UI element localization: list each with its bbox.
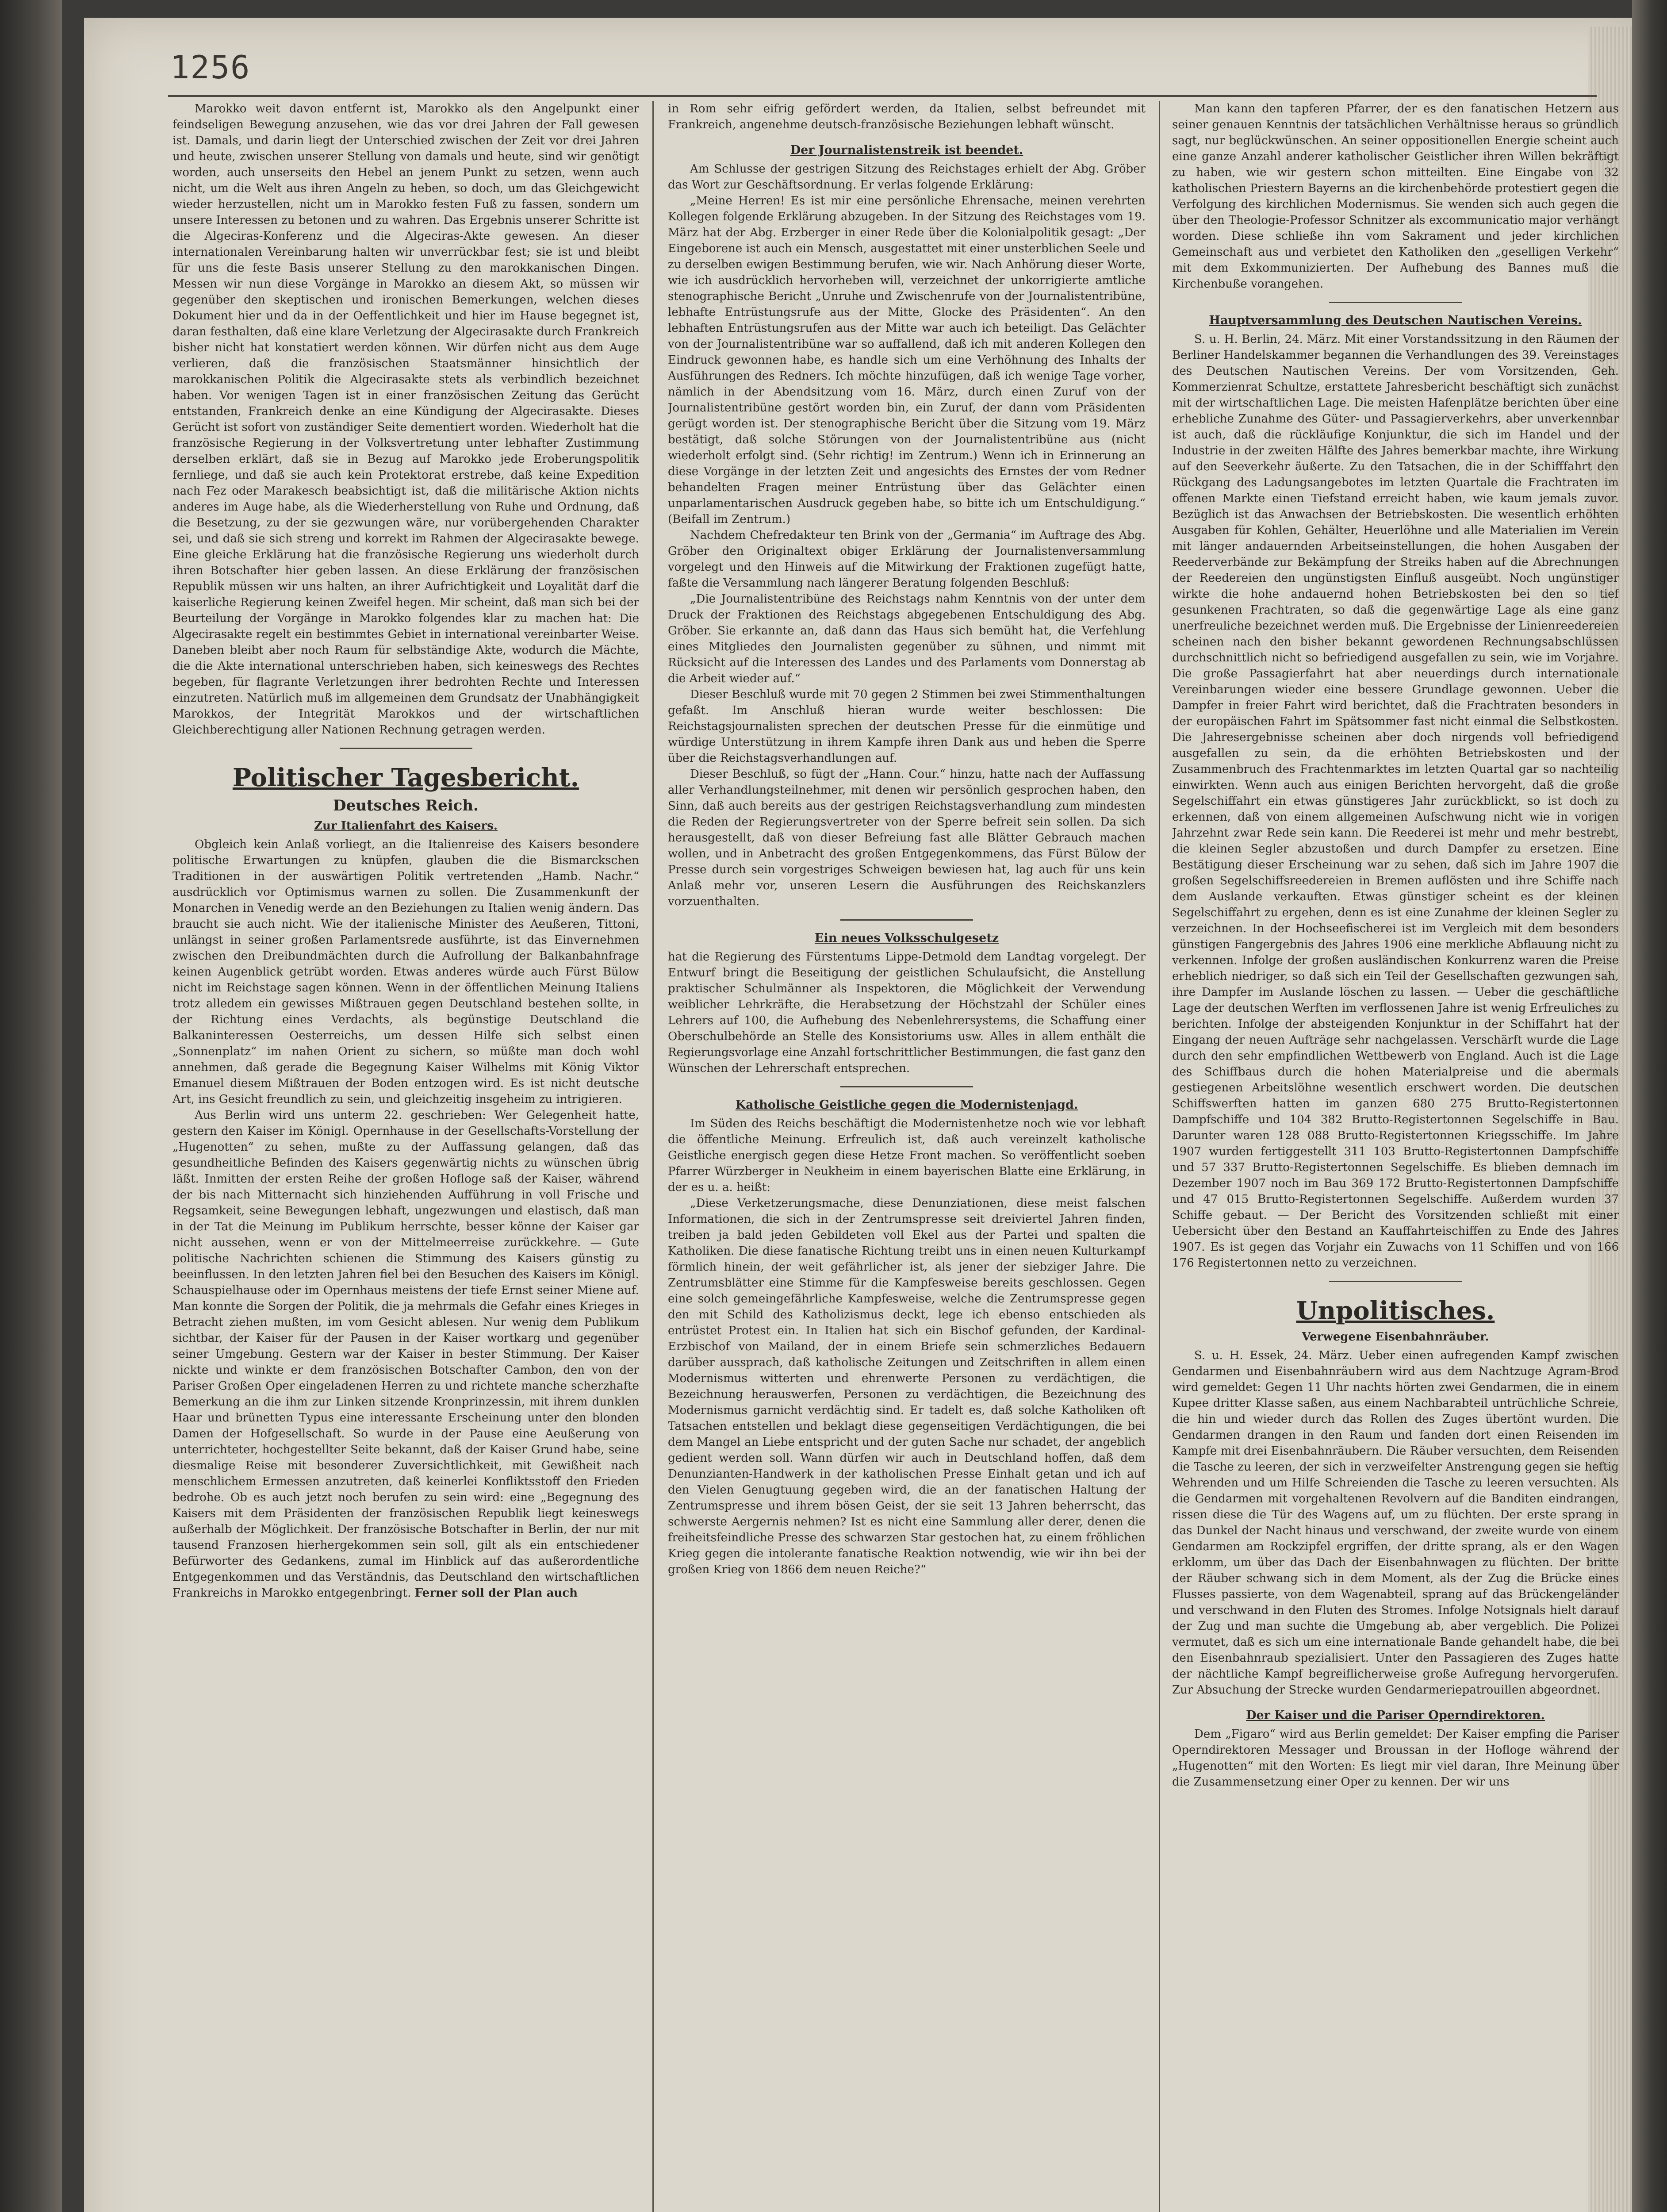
article-heading: Hauptversammlung des Deutschen Nautischen Vereins. [1209,314,1582,327]
article-text: Dem „Figaro“ wird aus Berlin gemeldet: Der Kaiser empfing die Pariser Operndirektoren Messager und Broussan in der Hofloge während der „Hugenotten“ mit den Worten: Es liegt mir viel daran, Ihre Meinung über die Zusammensetzung einer Oper zu kennen. Der wir uns [1172,1728,1619,1789]
article-text: in Rom sehr eifrig gefördert werden, da Italien, selbst befreundet mit Frankreich, angenehme deutsch-französische Beziehungen lebhaft wünscht. [668,102,1146,131]
article-heading: Zur Italienfahrt des Kaisers. [314,819,498,833]
article-heading: Der Kaiser und die Pariser Operndirektoren. [1246,1709,1545,1722]
section-title: Politischer Tagesbericht. [232,763,579,792]
separator-rule [1329,1281,1462,1282]
section-title: Unpolitisches. [1296,1296,1495,1325]
separator-rule [1329,302,1462,303]
article-text: Man kann den tapferen Pfarrer, der es den fanatischen Hetzern aus seiner genauen Kenntnis der tatsächlichen Verhältnisse heraus so gründlich sagt, nur beglückwünschen. An seiner oppositionellen Energie scheint auch eine ganze Anzahl anderer katholischer Geistlicher ihren Willen bekräftigt zu haben, wie wir gestern schon mitteilten. Eine Eingabe von 32 katholischen Priestern Bayerns an die kirchenbehörde protestiert gegen die Verfolgung des kirchlichen Modernismus. Sie wenden sich auch gegen die über den Theologie-Professor Schnitzer als excommunicatio major verhängt worden. Diese schließe ihn vom Sakrament und jeder kirchlichen Gemeinschaft aus und verbietet den Katholiken den „geselligen Verkehr“ mit dem Exkommunizierten. Der Aufhebung des Bannes muß die Kirchenbuße vorangehen. [1172,102,1619,291]
article-text-body: Aus Berlin wird uns unterm 22. geschrieben: Wer Gelegenheit hatte, gestern den Kaiser im Königl. Opernhause in der Gesellschafts-Vorstellung der „Hugenotten“ zu sehen, mußte zu der Auffassung gelangen, daß das gesundheitliche Befinden des Kaisers gegenwärtig nichts zu wünschen übrig läßt. Inmitten der ersten Reihe der großen Hofloge saß der Kaiser, während der bis nach Mitternacht sich hinziehenden Aufführung in voll Frische und Regsamkeit, seine Bewegungen lebhaft, ungezwungen und elastisch, daß man in der Tat die Meinung im Publikum herrschte, besser könne der Kaiser gar nicht aussehen, wenn er von der Mittelmeerreise zurückkehre. — Gute politische Nachrichten schienen die Stimmung des Kaisers günstig zu beeinflussen. In den letzten Jahren fiel bei den Besuchen des Kaisers im Königl. Schauspielhause oder im Opernhaus meistens der tiefe Ernst seiner Miene auf. Man konnte die Sorgen der Politik, die ja mehrmals die Gefahr eines Krieges in Betracht ziehen mußten, im vom Gesicht ablesen. Nur wenig dem Publikum sichtbar, der Kaiser für der Pausen in der Kaiser wortkarg und gegenüber seiner Umgebung. Gestern war der Kaiser in bester Stimmung. Der Kaiser nickte und winkte er dem französischen Botschafter Cambon, den von der Pariser Großen Oper eingeladenen Herren zu und richtete manche scherzhafte Bemerkung an die ihm zur Linken sitzende Kronprinzessin, mit ihrem dunklen Haar und brünetten Typus eine interessante Erscheinung unter den blonden Damen der Hofgesellschaft. So wurde in der Pause eine Aeußerung von unterrichteter, hochgestellter Seite bekannt, daß der Kaiser Grund habe, seine diesmalige Reise mit besonderer Zuversichtlichkeit, mit Gewißheit nach menschlichem Ermessen anzutreten, daß keinerlei Konfliktsstoff den Frieden bedrohe. Ob es auch jetzt noch berufen zu sein wird: eine „Begegnung des Kaisers mit dem Präsidenten der französischen Republik liegt keineswegs außerhalb der Möglichkeit. Der französische Botschafter in Berlin, der nur mit tausend Franzosen hierhergekommen sein soll, gilt als ein entschiedener Befürworter des Gedankens, zumal im Hinblick auf das außerordentliche Entgegenkommen und das Verständnis, das Deutschland den wirtschaftlichen Frankreichs in Marokko entgegenbringt. [172,1109,639,1600]
article-text: Nachdem Chefredakteur ten Brink von der „Germania“ im Auftrage des Abg. Gröber den Originaltext obiger Erklärung der Journalistenversammlung vorgelegt und den Hinweis auf die Mitwirkung der Fraktionen zugefügt hatte, faßte die Versammlung nach längerer Beratung folgenden Beschluß: [668,529,1146,590]
article-text: Marokko weit davon entfernt ist, Marokko als den Angelpunkt einer feindseligen Bewegung anzusehen, wie das vor drei Jahren der Fall gewesen ist. Damals, und darin liegt der Unterschied zwischen der Zeit vor drei Jahren und heute, zwischen unserer Stellung von damals und heute, sind wir genötigt worden, auch unserseits den Hebel an jenem Punkt zu setzen, wenn auch nicht, um die Welt aus ihren Angeln zu heben, so doch, um das Gleichgewicht wieder herzustellen, nicht um in Marokko festen Fuß zu fassen, sondern um unsere Interessen zu betonen und zu wahren. Das Ergebnis unserer Schritte ist die Algeciras-Konferenz und die Algeciras-Akte gewesen. An dieser internationalen Vereinbarung halten wir unverrückbar fest; sie ist und bleibt für uns die feste Basis unserer Stellung zu den marokkanischen Dingen. Messen wir nun diese Vorgänge in Marokko an diesem Akt, so müssen wir gegenüber den skeptischen und ironischen Bemerkungen, welchen dieses Dokument hier und da in der Oeffentlichkeit und hier im Hause begegnet ist, daran festhalten, daß eine klare Verletzung der Algecirasakte durch Frankreich bisher nicht hat konstatiert werden können. Wir dürfen nicht aus dem Auge verlieren, daß die französischen Staatsmänner hinsichtlich der marokkanischen Politik die Algecirasakte stets als verbindlich bezeichnet haben. Vor wenigen Tagen ist in einer französischen Zeitung das Gerücht entstanden, Frankreich denke an eine Kündigung der Algecirasakte. Dieses Gerücht ist sofort von zuständiger Seite dementiert worden. Wiederholt hat die französische Regierung in der Volksvertretung unter lebhafter Zustimmung derselben erklärt, daß sie in Bezug auf Marokko jede Eroberungspolitik fernliege, und daß sie auch kein Protektorat erstrebe, daß keine Expedition nach Fez oder Marakesch beabsichtigt ist, daß die militärische Aktion nichts anderes im Auge habe, als die Wiederherstellung von Ruhe und Ordnung, daß die Besetzung, zu der sie gezwungen wäre, nur vorübergehenden Charakter sei, und daß sie sich streng und korrekt im Rahmen der Algecirasakte bewege. Eine gleiche Erklärung hat die französische Regierung uns wiederholt durch ihren Botschafter hier geben lassen. An diese Erklärung der französischen Republik müssen wir uns halten, an ihrer Aufrichtigkeit und Loyalität darf die kaiserliche Regierung keinen Zweifel hegen. Mir scheint, daß man sich bei der Beurteilung der Vorgänge in Marokko folgendes klar zu machen hat: Die Algecirasakte regelt ein bestimmtes Gebiet in international vereinbarter Weise. Daneben bleibt aber noch Raum für selbständige Akte, wodurch die Mächte, die die Akte international unterschrieben haben, sich keineswegs des Rechtes begeben, für flagrante Verletzungen ihrer bedrohten Rechte und Interessen einzutreten. Natürlich muß im allgemeinen dem Grundsatz der Unabhängigkeit Marokkos, der Integrität Marokkos und der wirtschaftlichen Gleichberechtigung aller Nationen Rechnung getragen werden. [172,102,639,737]
article-text: Im Süden des Reichs beschäftigt die Modernistenhetze noch wie vor lebhaft die öffentliche Meinung. Erfreulich ist, daß auch vereinzelt katholische Geistliche energisch gegen diese Hetze Front machen. So veröffentlicht soeben Pfarrer Würzberger in Neukheim in einem bayerischen Blatte eine Erklärung, in der es u. a. heißt: [668,1117,1146,1194]
article-text: Dieser Beschluß, so fügt der „Hann. Cour.“ hinzu, hatte nach der Auffassung aller Verhandlungsteilnehmer, mit denen wir persönlich gesprochen haben, den Sinn, daß auch bereits aus der gestrigen Reichstagsverhandlung zum mindesten die Reden der Regierungsvertreter von der Sperre befreit sein sollen. Da sich herausgestellt, daß von dieser Befreiung fast alle Blätter Gebrauch machen wollen, und in Anbetracht des großen Entgegenkommens, das Fürst Bülow der Presse durch sein vorgestriges Schweigen bewiesen hat, lag auch für uns kein Anlaß mehr vor, unseren Lesern die Ausführungen des Reichskanzlers vorzuenthalten. [668,768,1146,908]
article-text: Obgleich kein Anlaß vorliegt, an die Italienreise des Kaisers besondere politische Erwartungen zu knüpfen, glauben die die Bismarckschen Traditionen in der auswärtigen Politik vertretenden „Hamb. Nachr.“ ausdrücklich vor Optimismus warnen zu sollen. Die Zusammenkunft der Monarchen in Venedig werde an den Beziehungen zu Italien wenig ändern. Das braucht sie auch nicht. Wie der italienische Minister des Aeußeren, Tittoni, unlängst in seiner großen Parlamentsrede ausführte, ist das Einvernehmen zwischen den Dreibundmächten durch die Aufrollung der Balkanbahnfrage keinen Augenblick getrübt worden. Etwas anderes würde auch Fürst Bülow nicht im Reichstage sagen können. Wenn in der öffentlichen Meinung Italiens trotz alledem ein gewisses Mißtrauen gegen Deutschland bestehen sollte, in der Richtung eines Verdachts, als begünstige Deutschland die Balkaninteressen Oesterreichs, um dessen Hilfe sich selbst einen „Sonnenplatz“ im nahen Orient zu sichern, so müßte man doch wohl annehmen, daß gerade die Begegnung Kaiser Wilhelms mit König Viktor Emanuel diesem Mißtrauen der Boden entzogen wird. Es ist nicht deutsche Art, ins Gesicht freundlich zu sein, und gleichzeitig insgeheim zu intrigieren. [172,838,639,1106]
column-1 [172,101,639,2212]
article-heading: Ein neues Volksschulgesetz [814,931,999,945]
article-text: hat die Regierung des Fürstentums Lippe-Detmold dem Landtag vorgelegt. Der Entwurf bringt die Beseitigung der geistlichen Schulaufsicht, die Anstellung praktischer Schulmänner als Inspektoren, die Möglichkeit der Verwendung weiblicher Lehrkräfte, die Herabsetzung der Höchstzahl der Schüler eines Lehrers auf 100, die Aufhebung des Nebenlehrersystems, die Schaffung einer Oberschulbehörde an Stelle des Konsistoriums usw. Alles in allem enthält die Regierungsvorlage eine Anzahl fortschrittlicher Bestimmungen, die fast ganz den Wünschen der Lehrerschaft entsprechen. [668,950,1146,1075]
article-text: Am Schlusse der gestrigen Sitzung des Reichstages erhielt der Abg. Gröber das Wort zur Geschäftsordnung. Er verlas folgende Erklärung: [668,162,1146,192]
separator-rule [340,748,472,749]
article-text: „Meine Herren! Es ist mir eine persönliche Ehrensache, meinen verehrten Kollegen folgende Erklärung abzugeben. In der Sitzung des Reichstages vom 19. März hat der Abg. Erzberger in einer Rede über die Kolonialpolitik gesagt: „Der Eingeborene ist auch ein Mensch, ausgestattet mit einer unsterblichen Seele und zu derselben ewigen Bestimmung berufen, wie wir. Nach Anhörung dieser Worte, wie ich ausdrücklich hervorheben will, verzeichnet der unkorrigierte amtliche stenographische Bericht „Unruhe und Zwischenrufe von der Journalistentribüne, lebhafte Entrüstungsrufe aus der Mitte, Glocke des Präsidenten“. An den lebhaften Entrüstungsrufen aus der Mitte war auch ich beteiligt. Das Gelächter von der Journalistentribüne war so auffallend, daß ich mit anderen Kollegen den Eindruck gewonnen habe, es handle sich um eine Verhöhnung des Inhalts der Ausführungen des Redners. Ich möchte hinzufügen, daß ich wenige Tage vorher, nämlich in der Abendsitzung vom 16. März, durch einen Zuruf von der Journalistentribüne gestört worden bin, ein Zuruf, der dann vom Präsidenten gerügt worden ist. Der stenographische Bericht über die Sitzung vom 19. März bestätigt, daß solche Störungen von der Journalistentribüne aus (nicht wiederholt erfolgt sind. (Sehr richtig! im Zentrum.) Wenn ich in Erinnerung an diese Vorgänge in der letzten Zeit und angesichts des Ernstes der vom Redner behandelten Fragen meiner Entrüstung über das Gelächter einen unparlamentarischen Ausdruck gegeben habe, so bitte ich um Entschuldigung.“ (Beifall im Zentrum.) [668,194,1146,526]
article-heading: Verwegene Eisenbahnräuber. [1302,1330,1489,1344]
article-text: S. u. H. Essek, 24. März. Ueber einen aufregenden Kampf zwischen Gendarmen und Eisenbahnräubern wird aus dem Nachtzuge Agram-Brod wird gemeldet: Gegen 11 Uhr nachts hörten zwei Gendarmen, die in einem Kupee dritter Klasse saßen, aus einem Nachbarabteil untrüchliche Schreie, die hin und wieder durch das Rollen des Zuges übertönt wurden. Die Gendarmen drangen in den Raum und fanden dort einen Reisenden im Kampfe mit drei Eisenbahnräubern. Die Räuber versuchten, dem Reisenden die Tasche zu leeren, der sich in verzweifelter Anstrengung gegen sie heftig Wehrenden und um Hilfe Schreienden die Tasche zu leeren versuchten. Als die Gendarmen mit vorgehaltenen Revolvern auf die Banditen eindrangen, rissen diese die Tür des Wagens auf, um zu flüchten. Der erste sprang in das Dunkel der Nacht hinaus und verschwand, der zweite wurde von einem Gendarmen am Rockzipfel ergriffen, der dritte sprang, als er den Wagen erklomm, um über das Dach der Eisenbahnwagen zu flüchten. Der britte der Räuber schwang sich in dem Moment, als der Zug die Brücke eines Flusses passierte, von dem Wagenabteil, sprang auf das Brückengeländer und verschwand in den Fluten des Stromes. Infolge Notsignals hielt darauf der Zug und man suchte die Umgebung ab, aber vergeblich. Die Polizei vermutet, daß es sich um eine internationale Bande gehandelt habe, die bei den Eisenbahnraub spezialisiert. Unter den Passagieren des Zuges hatte der nächtliche Kampf begreiflicherweise große Aufregung hervorgerufen. Zur Absuchung der Strecke wurden Gendarmeriepatrouillen abgeordnet. [1172,1349,1619,1697]
column-3 [1172,101,1619,2212]
article-text: Dieser Beschluß wurde mit 70 gegen 2 Stimmen bei zwei Stimmenthaltungen gefaßt. Im Anschluß hieran wurde weiter beschlossen: Die Reichstagsjournalisten sprechen der deutschen Presse für die einmütige und würdige Unterstützung in ihrem Kampfe ihren Dank aus und heben die Sperre über die Reichstagsverhandlungen auf. [668,688,1146,765]
article-heading: Der Journalistenstreik ist beendet. [790,143,1023,157]
book-spine-right [1632,0,1667,2212]
separator-rule [840,919,973,921]
article-text: „Diese Verketzerungsmache, diese Denunziationen, diese meist falschen Informationen, die sich in der Zentrumspresse seit dreiviertel Jahren finden, treiben ja bald jeden Gebildeten voll Ekel aus der Partei und spalten die Katholiken. Die diese fanatische Richtung treibt uns in einen neuen Kulturkampf förmlich hinein, der weit gefährlicher ist, als jener der siebziger Jahre. Die Zentrumsblätter eine Stimme für die Kampfesweise bereits geschlossen. Gegen eine solch gemeingefährliche Kampfesweise, welche die Zentrumspresse gegen den mit Schild des Katholizismus deckt, lege ich ebenso entschieden als entrüstet Protest ein. In Italien hat sich ein Bischof gefunden, der Kardinal-Erzbischof von Mailand, der in einem Briefe sein schmerzliches Bedauern darüber aussprach, daß katholische Zeitungen und Zeitschriften in allem einen Modernismus witterten und ehrenwerte Personen zu verdächtigen, die Bezeichnung herauswerfen, Personen zu verdächtigen, die Bezeichnung des Modernismus garnicht verdächtig sind. Er tadelt es, daß solche Katholiken oft Tatsachen entstellen und beklagt diese gegenseitigen Verdächtigungen, die bei dem Mangel an Liebe entspricht und der guten Sache nur schadet, der angeblich gedient werden soll. Wann dürfen wir auch in Deutschland hoffen, daß dem Denunzianten-Handwerk in der katholischen Presse Einhalt getan und ich auf den Vielen Genugtuung gegeben wird, die an der fanatischen Haltung der Zentrumspresse und ihrem bösen Geist, der sie seit 13 Jahren beherrscht, das schwerste Aergernis nehmen? Ist es nicht eine Sammlung aller derer, denen die freiheitsfeindliche Presse des schwarzen Star gestochen hat, zu einem fröhlichen Krieg gegen die intolerante fanatische Reaktion notwendig, wie wir ihn bei der großen Krieg von 1866 dem neuen Reiche?“ [668,1197,1146,1576]
article-text [172,1107,639,1601]
separator-rule [840,1086,973,1087]
header-rule [168,95,1597,97]
column-divider [1159,101,1160,2212]
page-number: 1256 [170,49,251,86]
column-2 [668,101,1146,2212]
article-text: S. u. H. Berlin, 24. März. Mit einer Vorstandssitzung in den Räumen der Berliner Handelskammer begannen die Verhandlungen des 39. Vereinstages des Deutschen Nautischen Vereins. Der vom Vorsitzenden, Geh. Kommerzienrat Schultze, erstattete Jahresbericht beschäftigt sich zunächst mit der wirtschaftlichen Lage. Die meisten Hafenplätze berichten über eine erhebliche Zunahme des Güter- und Passagierverkehrs, aber unverkennbar ist auch, daß die rückläufige Konjunktur, die sich im Handel und der Industrie in der zweiten Hälfte des Jahres bemerkbar machte, ihre Wirkung auf den Seeverkehr äußerte. Zu den Tatsachen, die in der Schifffahrt den Rückgang des Ladungsangebotes im letzten Quartale die Frachtraten im offenen Markte einen Tiefstand erreicht haben, wie kaum jemals zuvor. Bezüglich ist das Anwachsen der Betriebskosten. Die wesentlich erhöhten Ausgaben für Kohlen, Gehälter, Heuerlöhne und alle Materialien im Verein mit länger andauernden Arbeitseinstellungen, die hohen Ausgaben der Reederverbände zur Bekämpfung der Streiks haben auf die Abrechnungen der Reedereien den ungünstigsten Einfluß ausgeübt. Noch ungünstiger wirkte die hohe andauernd hohen Betriebskosten bei den so tief gesunkenen Frachtraten, so daß die gegenwärtige Lage als eine ganz unerfreuliche bezeichnet werden muß. Die Ergebnisse der Linienreedereien scheinen nach den bisher bekannt gewordenen Rechnungsabschlüssen durchschnittlich nicht so befriedigend ausgefallen zu sein, wie im Vorjahre. Die große Passagierfahrt hat aber neuerdings durch internationale Vereinbarungen wieder eine bessere Grundlage gewonnen. Ueber die Dampfer in freier Fahrt wird berichtet, daß die Frachtraten besonders in der europäischen Fahrt im Spätsommer fast nicht einmal die Selbstkosten. Die Jahresergebnisse scheinen aber doch nirgends voll befriedigend ausgefallen zu sein, da die erhöhten Betriebskosten und der Zusammenbruch des Frachtenmarktes im letzten Quartal gar so nachteilig einwirkten. Wenn auch aus einigen Berichten hervorgeht, daß die große Segelschiffahrt ein etwas günstigeres Jahr zurückblickt, so ist doch zu erkennen, daß von einem allgemeinen Aufschwung nicht wie in vorigen Jahrzehnt zwar Rede sein kann. Die Reederei ist mehr und mehr bestrebt, die kleinen Segler abzustoßen und durch Dampfer zu ersetzen. Eine Bestätigung dieser Erscheinung war zu sehen, daß sich im Jahre 1907 die großen Segelschiffsreedereien in Bremen auflösten und ihre Schiffe nach dem Auslande verkauften. Etwas günstiger scheint es der kleinen Segelschiffahrt zu ergehen, denn es ist eine Zunahme der kleinen Segler zu verzeichnen. In der Hochseefischerei ist im Vergleich mit dem besonders günstigen Fangergebnis des Jahres 1906 eine merkliche Abflauung nicht zu verkennen. Infolge der großen ausländischen Konkurrenz waren die Preise erheblich niedriger, so daß sich ein Teil der Gesellschaften gezwungen sah, ihre Dampfer im Auslande löschen zu lassen. — Ueber die geschäftliche Lage der deutschen Werften im verflossenen Jahre ist wenig Erfreuliches zu berichten. Infolge der absteigenden Konjunktur in der Schiffahrt hat der Eingang der neuen Aufträge sehr nachgelassen. Verschärft wurde die Lage durch den sehr empfindlichen Wettbewerb von England. Auch ist die Lage des Schiffbaus durch die hohen Materialpreise und die abermals gestiegenen Arbeitslöhne wesentlich erschwert worden. Die deutschen Schiffswerften hatten im ganzen 680 275 Brutto-Registertonnen Dampfschiffe und 104 382 Brutto-Registertonnen Segelschiffe in Bau. Darunter waren 128 088 Brutto-Registertonnen Kriegsschiffe. Im Jahre 1907 wurden fertiggestellt 311 103 Brutto-Registertonnen Dampfschiffe und 57 337 Brutto-Registertonnen Segelschiffe. Es blieben demnach im Dezember 1907 noch im Bau 369 172 Brutto-Registertonnen Dampfschiffe und 47 015 Brutto-Registertonnen Segelschiffe. Außerdem wurden 37 Schiffe gebaut. — Der Bericht des Vorsitzenden schließt mit einer Uebersicht über den Bestand an Kauffahrteischiffen zu Ende des Jahres 1907. Es ist gegen das Vorjahr ein Zuwachs von 11 Schiffen und von 166 176 Registertonnen netto zu verzeichnen. [1172,333,1619,1270]
article-text: „Die Journalistentribüne des Reichstags nahm Kenntnis von der unter dem Druck der Fraktionen des Reichstags abgegebenen Entschuldigung des Abg. Gröber. Sie erkannte an, daß dann das Haus sich bemüht hat, die Verfehlung eines Mitgliedes den Journalisten gegenüber zu sühnen, und nimmt mit Rücksicht auf die Interessen des Landes und des Parlaments vom Donnerstag ab die Arbeit wieder auf.“ [668,592,1146,685]
section-subtitle: Deutsches Reich. [333,797,479,814]
column-divider [652,101,654,2212]
article-heading: Katholische Geistliche gegen die Modernistenjagd. [735,1098,1078,1112]
article-text-tail: Ferner soll der Plan auch [414,1586,578,1600]
book-spine-left [0,0,62,2212]
